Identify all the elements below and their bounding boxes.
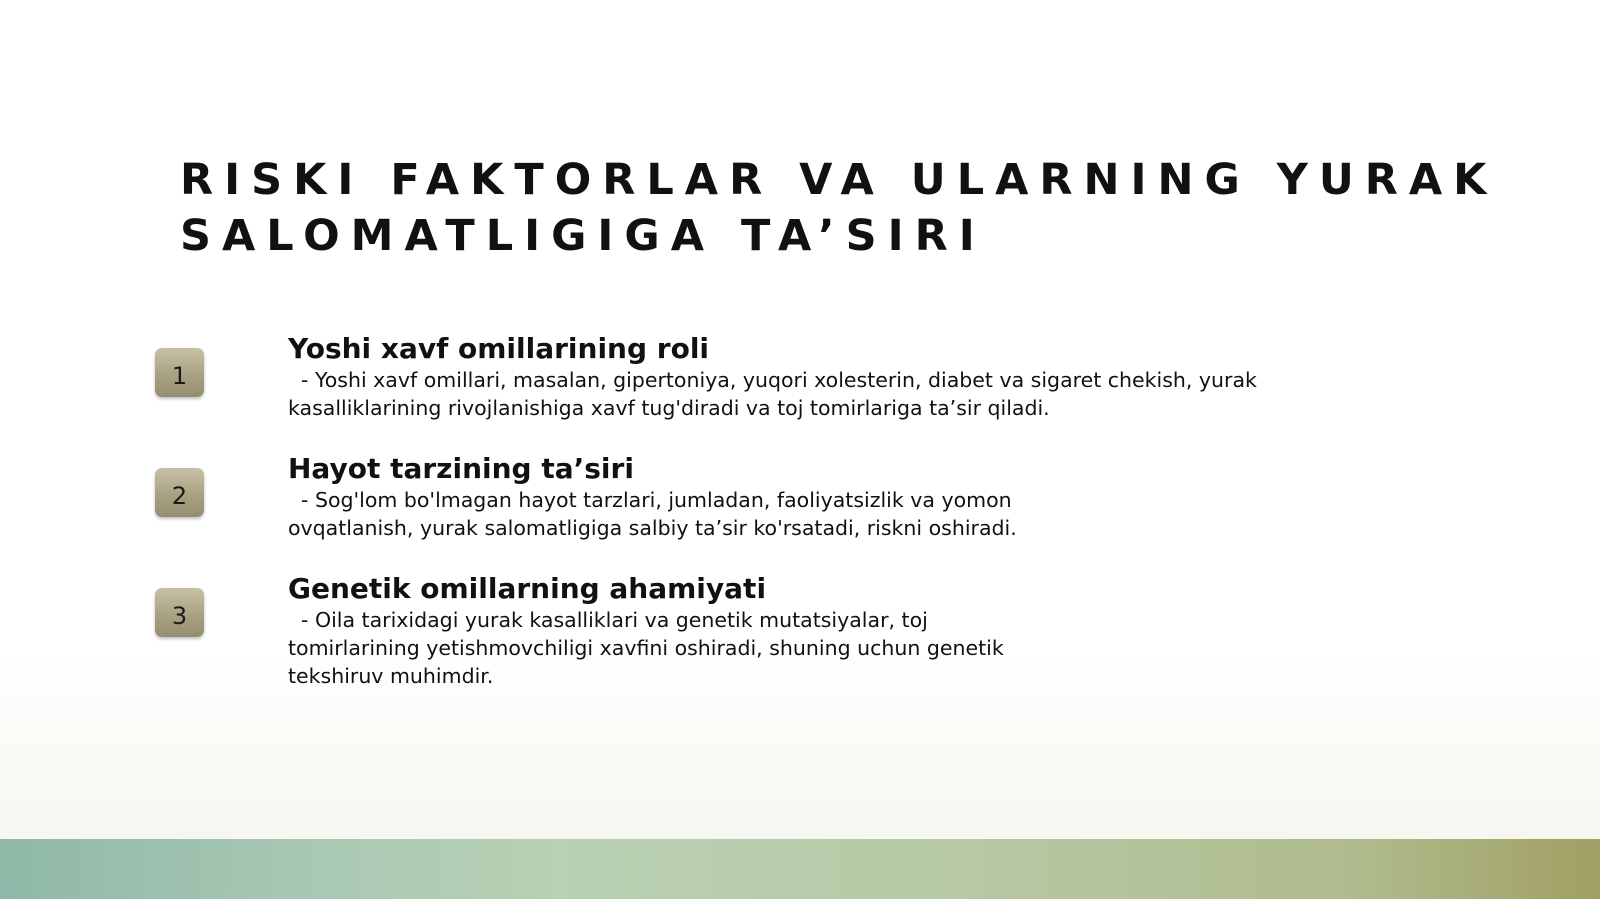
title-line-1: RISKI FAKTORLAR VA ULARNING YURAK	[180, 155, 1498, 205]
item-content	[288, 572, 1338, 690]
item-body-line: kasalliklarining rivojlanishiga xavf tug'diradi va toj tomirlariga ta’sir qiladi.	[288, 396, 1050, 420]
item-body-line: - Oila tarixidagi yurak kasalliklari va genetik mutatsiyalar, toj	[288, 608, 928, 632]
title-line-2: SALOMATLIGIGA TA’SIRI	[180, 211, 986, 261]
slide-title	[180, 152, 1580, 264]
item-heading: Hayot tarzining ta’siri	[288, 452, 634, 485]
item-heading: Genetik omillarning ahamiyati	[288, 572, 767, 605]
item-body-line: - Sog'lom bo'lmagan hayot tarzlari, jumladan, faoliyatsizlik va yomon	[288, 488, 1012, 512]
item-body	[288, 486, 1338, 542]
item-content	[288, 452, 1338, 542]
item-body-line: tekshiruv muhimdir.	[288, 664, 494, 688]
item-body-line: - Yoshi xavf omillari, masalan, gipertoniya, yuqori xolesterin, diabet va sigaret chekish, yurak	[288, 368, 1257, 392]
number-badge: 2	[155, 468, 204, 517]
item-heading: Yoshi xavf omillarining roli	[288, 332, 710, 365]
item-body-line: ovqatlanish, yurak salomatligiga salbiy ta’sir ko'rsatadi, riskni oshiradi.	[288, 516, 1017, 540]
item-body-line: tomirlarining yetishmovchiligi xavfini oshiradi, shuning uchun genetik	[288, 636, 1004, 660]
number-badge: 1	[155, 348, 204, 397]
number-badge: 3	[155, 588, 204, 637]
item-body	[288, 606, 1338, 690]
item-content	[288, 332, 1338, 422]
decorative-gradient-band	[0, 839, 1600, 899]
item-body	[288, 366, 1338, 422]
